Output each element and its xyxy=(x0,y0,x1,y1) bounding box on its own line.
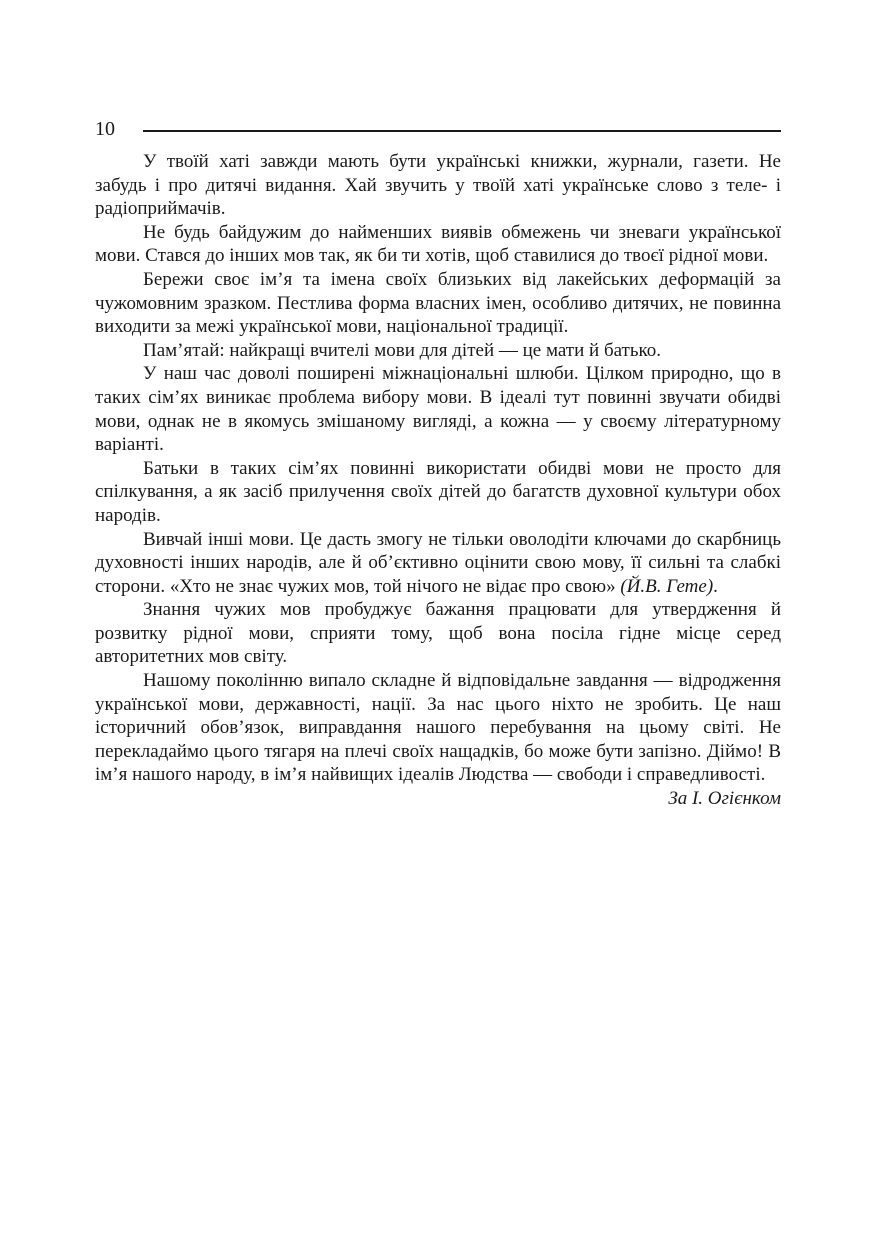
paragraph-with-quote xyxy=(95,528,781,599)
header-rule xyxy=(143,130,781,132)
paragraph: Не будь байдужим до найменших виявів обмежень чи зневаги української мови. Стався до інших мов так, як би ти хотів, щоб ставилися до твоєї рідної мови. xyxy=(95,221,781,267)
paragraph: Нашому поколінню випало складне й відповідальне завдання — відродження української мови, державності, нації. За нас цього ніхто не зробить. Це наш історичний обов’язок, виправдання нашого перебування на цьому світі. Не перекладаймо цього тягаря на плечі своїх нащадків, бо може бути запізно. Діймо! В ім’я нашого народу, в ім’я найвищих ідеалів Людства — свободи і справедливості. xyxy=(95,670,781,786)
paragraph: Батьки в таких сім’ях повинні використати обидві мови не просто для спілкування, а як засіб прилучення своїх дітей до багатств духовної культури обох народів. xyxy=(95,457,781,526)
quote-author: (Й.В. Гете) xyxy=(620,575,714,597)
attribution: За І. Огієнком xyxy=(668,788,781,810)
page-header xyxy=(95,116,781,144)
paragraph: Бережи своє ім’я та імена своїх близьких від лакейських деформацій за чужомовним зразком. Пестлива форма власних імен, особливо дитячих, не повинна виходити за межі української мови, національної традиції. xyxy=(95,268,781,338)
paragraph-text: Вивчай інші мови. Це дасть змогу не тільки оволодіти ключами до скарбниць духовності інших народів, але й об’єктивно оцінити свою мову, її сильні та слабкі сторони. «Хто не знає чужих мов, той нічого не відає про свою» xyxy=(95,528,781,597)
paragraph: У наш час доволі поширені міжнаціональні шлюби. Цілком природно, що в таких сім’ях виникає проблема вибору мови. В ідеалі тут повинні звучати обидві мови, однак не в якомусь змішаному вигляді, а кожна — у своєму літературному варіанті. xyxy=(95,363,781,456)
page-number: 10 xyxy=(95,118,115,140)
paragraph: Знання чужих мов пробуджує бажання працювати для утвердження й розвитку рідної мови, сприяти тому, щоб вона посіла гідне місце серед авторитетних мов світу. xyxy=(95,599,781,668)
article-body xyxy=(95,150,781,811)
paragraph-tail: . xyxy=(713,575,718,597)
paragraph: У твоїй хаті завжди мають бути українські книжки, журнали, газети. Не забудь і про дитячі видання. Хай звучить у твоїй хаті українське слово з теле- і радіоприймачів. xyxy=(95,151,781,220)
paragraph: Пам’ятай: найкращі вчителі мови для дітей — це мати й батько. xyxy=(143,339,662,361)
